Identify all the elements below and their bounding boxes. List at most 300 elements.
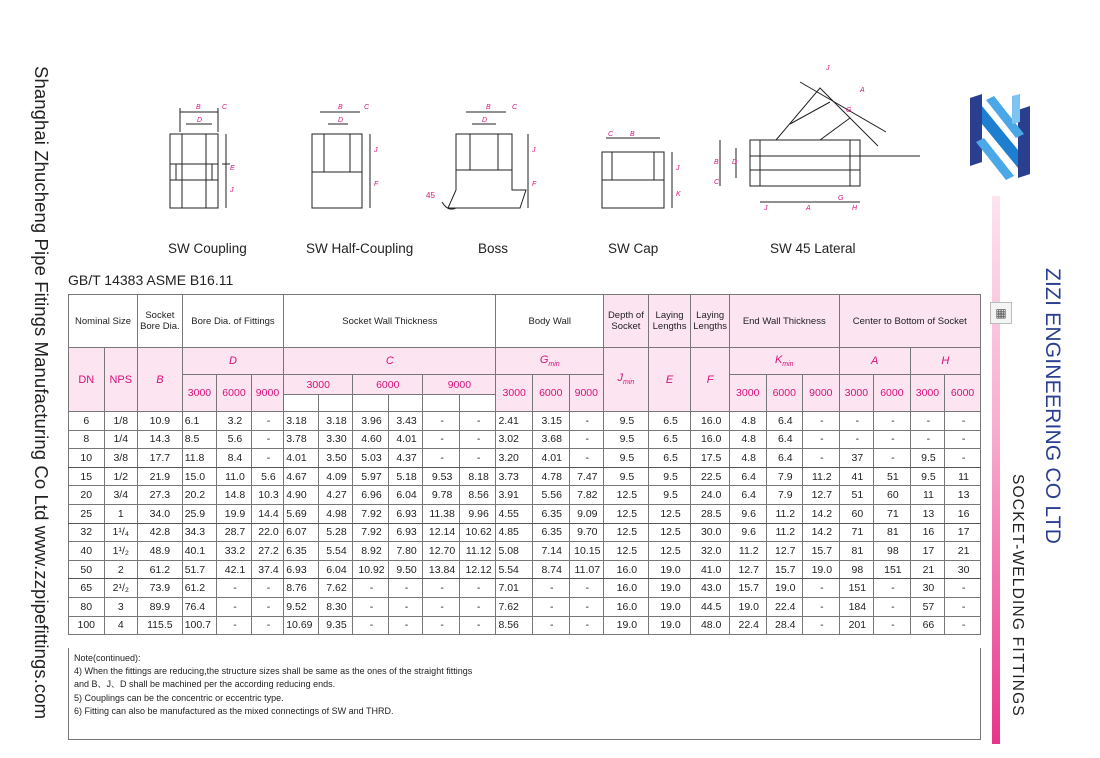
table-cell: 48.0: [691, 616, 730, 635]
caption-sw-lateral: SW 45 Lateral: [770, 241, 856, 256]
table-cell: -: [423, 412, 460, 431]
hdr-a: A: [839, 348, 910, 375]
table-cell: -: [569, 579, 604, 598]
table-cell: -: [251, 579, 283, 598]
table-cell: -: [459, 430, 496, 449]
table-cell: 19.0: [648, 560, 691, 579]
sw-lateral-drawing: [720, 82, 920, 202]
table-cell: 3.43: [388, 412, 423, 431]
svg-text:C: C: [512, 104, 518, 111]
table-cell: 9.09: [569, 504, 604, 523]
hdr-laying-e: Laying Lengths: [648, 295, 691, 348]
table-cell: 9.78: [423, 486, 460, 505]
table-cell: -: [251, 597, 283, 616]
table-cell: -: [251, 616, 283, 635]
table-cell: 12.7: [803, 486, 840, 505]
table-cell: 16.0: [691, 412, 730, 431]
table-cell: -: [569, 616, 604, 635]
hdr-b: B: [138, 348, 183, 412]
table-cell: 12.7: [729, 560, 766, 579]
table-cell: 4.8: [729, 412, 766, 431]
hdr-bore-fittings: Bore Dia. of Fittings: [182, 295, 284, 348]
table-cell: 14.4: [251, 504, 283, 523]
caption-sw-coupling: SW Coupling: [168, 241, 247, 256]
table-cell: 6.1: [182, 412, 217, 431]
table-cell: 51.7: [182, 560, 217, 579]
table-cell: 13: [945, 486, 981, 505]
cell-nps: 2¹/₂: [104, 579, 138, 598]
svg-text:C: C: [714, 179, 720, 186]
table-cell: 9.5: [604, 412, 649, 431]
cell-nps: 1/8: [104, 412, 138, 431]
table-row: [69, 449, 981, 468]
table-cell: 42.8: [138, 523, 183, 542]
table-cell: 15.0: [182, 467, 217, 486]
hdr-dn: DN: [69, 348, 105, 412]
table-cell: -: [217, 579, 252, 598]
table-cell: 10.92: [353, 560, 389, 579]
table-cell: 8.30: [318, 597, 353, 616]
table-cell: 14.2: [803, 504, 840, 523]
table-cell: 21: [910, 560, 945, 579]
hdr-body-wall: Body Wall: [496, 295, 604, 348]
table-cell: 5.08: [496, 542, 533, 561]
table-cell: 7.80: [388, 542, 423, 561]
table-cell: -: [910, 430, 945, 449]
table-cell: 19.0: [648, 579, 691, 598]
cell-dn: 32: [69, 523, 105, 542]
table-cell: -: [874, 579, 911, 598]
table-cell: 22.5: [691, 467, 730, 486]
table-cell: 12.5: [604, 542, 649, 561]
table-cell: 6.04: [318, 560, 353, 579]
table-cell: -: [803, 597, 840, 616]
table-cell: 37: [839, 449, 874, 468]
cell-nps: 1¹/₄: [104, 523, 138, 542]
hdr-depth: Depth of Socket: [604, 295, 649, 348]
cell-nps: 2: [104, 560, 138, 579]
table-cell: -: [532, 597, 569, 616]
table-cell: 4.37: [388, 449, 423, 468]
table-cell: 44.5: [691, 597, 730, 616]
svg-text:B: B: [486, 104, 491, 111]
table-cell: -: [423, 449, 460, 468]
table-cell: 3.78: [284, 430, 319, 449]
dimension-table: Nominal Size Socket Bore Dia. Bore Dia. of Fittings Socket Wall Thickness Body Wall Depth of Socket Laying Lengths Laying Lengths End Wall Thickness Center to Bottom of Socket DN NPS B D C $G_{min}$ $J_{min}$ E F $K_{min}$ A H 3000 6000 9000 3000 6000 9000 3000 6000 9000 3000 6000 9000 3000 6000 3000 6000 6 1/8 10.9 6.1 3.2 - 3.18 3.18 3.96 3.43 - - 2.41 3.15 - 9.5 6.5 16.0 4.8 6.4 - - - - - 8 1/4 14.3 8.5 5.6 - 3.78 3.30 4.60 4.01 - - 3.02 3.68 - 9.5 6.5 16.0 4.8 6.4 - - - - - 10 3/8 17.7 11.8 8.4 - 4.01 3.50 5.03 4.37 - - 3.20 4.01 - 9.5 6.5 17.5 4.8 6.4 - 37 - 9.5 - 15 1/2 21.9 15.0 11.0 5.6 4.67 4.09 5.97 5.18 9.53 8.18 3.73 4.78 7.47 9.5 9.5 22.5 6.4 7.9 11.2 41 51 9.5 11 20 3/4 27.3 20.2 14.8 10.3 4.90 4.27 6.96 6.04 9.78 8.56 3.91 5.56 7.82 12.5 9.5 24.0 6.4 7.9 12.7 51 60 11 13 25 1 34.0 25.9 19.9 14.4 5.69 4.98 7.92 6.93 11.38 9.96 4.55 6.35 9.09 12.5 12.5 28.5 9.6 11.2 14.2 60 71 13 16 32 1¹/₄ 42.8 34.3 28.7 22.0 6.07 5.28 7.92 6.93 12.14 10.62 4.85 6.35 9.70 12.5 12.5 30.0 9.6 11.2 14.2 71 81 16 17 40 1¹/₂ 48.9 40.1 33.2 27.2 6.35 5.54 8.92 7.80 12.70 11.12 5.08 7.14 10.15 12.5 12.5 32.0 11.2 12.7 15.7 81 98 17 21 50 2 61.2 51.7 42.1 37.4 6.93 6.04 10.92 9.50 13.84 12.12 5.54 8.74 11.07 16.0 19.0 41.0 12.7 15.7 19.0 98 151 21 30 65 2¹/₂ 73.9 61.2 - - 8.76 7.62 - - - - 7.01 - - 16.0 19.0 43.0 15.7 19.0 - 151 - 30 - 80 3 89.9 76.4 - - 9.52 8.30 - - - - 7.62 - - 16.0 19.0 44.5 19.0 22.4 - 184 - 57 - 100 4 115.5 100.7 - - 10.69 9.35 - - - - 8.56 - - 19.0 19.0 48.0 22.4 28.4 - 201 - 66 -: [68, 294, 981, 635]
table-cell: 33.2: [217, 542, 252, 561]
table-cell: -: [569, 449, 604, 468]
table-cell: -: [874, 430, 911, 449]
svg-text:D: D: [338, 117, 344, 124]
table-cell: -: [459, 616, 496, 635]
hdr-d: D: [182, 348, 284, 375]
svg-text:J: J: [532, 147, 536, 154]
table-cell: 8.92: [353, 542, 389, 561]
table-cell: 11.38: [423, 504, 460, 523]
table-cell: 13: [910, 504, 945, 523]
cell-nps: 1¹/₂: [104, 542, 138, 561]
hdr-center: Center to Bottom of Socket: [839, 295, 980, 348]
table-cell: 15.7: [803, 542, 840, 561]
table-cell: 5.54: [318, 542, 353, 561]
cell-nps: 1: [104, 504, 138, 523]
table-cell: 3.18: [284, 412, 319, 431]
table-cell: 115.5: [138, 616, 183, 635]
cell-nps: 1/2: [104, 467, 138, 486]
table-cell: 89.9: [138, 597, 183, 616]
table-cell: -: [353, 579, 389, 598]
cell-nps: 4: [104, 616, 138, 635]
svg-text:G: G: [838, 195, 844, 202]
table-cell: 51: [874, 467, 911, 486]
table-cell: 14.3: [138, 430, 183, 449]
table-cell: -: [874, 412, 911, 431]
notes: [68, 648, 981, 740]
table-row: [69, 467, 981, 486]
table-cell: 19.0: [766, 579, 803, 598]
table-cell: 16.0: [604, 560, 649, 579]
table-cell: 4.85: [496, 523, 533, 542]
table-cell: -: [945, 579, 981, 598]
svg-text:H: H: [852, 205, 858, 212]
table-cell: 40.1: [182, 542, 217, 561]
table-cell: 7.9: [766, 467, 803, 486]
table-cell: 11.2: [766, 504, 803, 523]
table-cell: 4.8: [729, 449, 766, 468]
table-cell: 9.5: [910, 449, 945, 468]
table-cell: 41.0: [691, 560, 730, 579]
table-cell: 4.8: [729, 430, 766, 449]
table-cell: 21: [945, 542, 981, 561]
table-cell: 16.0: [604, 579, 649, 598]
side-left-text: Shanghai Zhucheng Pipe Fitings Manufacturing Co Ltd www.zzpipefittings.com: [31, 66, 52, 720]
table-cell: 9.6: [729, 504, 766, 523]
note-line: 4) When the fittings are reducing,the structure sizes shall be same as the ones of the straight fittings: [74, 666, 473, 677]
table-cell: 24.0: [691, 486, 730, 505]
table-row: [69, 486, 981, 505]
table-cell: 16.0: [691, 430, 730, 449]
cell-dn: 15: [69, 467, 105, 486]
table-cell: -: [388, 616, 423, 635]
table-body: [69, 412, 981, 635]
table-cell: 9.5: [604, 430, 649, 449]
table-cell: -: [217, 597, 252, 616]
cell-dn: 8: [69, 430, 105, 449]
table-cell: 6.93: [388, 523, 423, 542]
table-cell: 10.62: [459, 523, 496, 542]
table-cell: 12.5: [604, 486, 649, 505]
svg-text:B: B: [714, 159, 719, 166]
table-cell: 17.5: [691, 449, 730, 468]
table-cell: 10.9: [138, 412, 183, 431]
cell-dn: 65: [69, 579, 105, 598]
table-cell: 30: [945, 560, 981, 579]
table-row: [69, 430, 981, 449]
svg-text:45: 45: [426, 191, 435, 200]
table-cell: -: [945, 449, 981, 468]
table-cell: 11: [945, 467, 981, 486]
svg-text:C: C: [222, 104, 228, 111]
table-cell: 7.9: [766, 486, 803, 505]
table-cell: 30: [910, 579, 945, 598]
table-cell: 9.6: [729, 523, 766, 542]
table-cell: 3.18: [318, 412, 353, 431]
table-cell: 9.52: [284, 597, 319, 616]
table-cell: -: [423, 579, 460, 598]
table-cell: 27.2: [251, 542, 283, 561]
cell-dn: 20: [69, 486, 105, 505]
caption-boss: Boss: [478, 241, 509, 256]
cell-nps: 3/8: [104, 449, 138, 468]
table-cell: -: [423, 616, 460, 635]
table-cell: 15.7: [766, 560, 803, 579]
table-cell: 12.5: [604, 504, 649, 523]
table-cell: 81: [839, 542, 874, 561]
cell-dn: 6: [69, 412, 105, 431]
table-cell: -: [945, 430, 981, 449]
svg-text:J: J: [676, 165, 680, 172]
table-cell: 73.9: [138, 579, 183, 598]
decorative-bar: [992, 196, 1000, 744]
table-cell: 22.4: [766, 597, 803, 616]
table-cell: 76.4: [182, 597, 217, 616]
table-cell: 9.5: [604, 467, 649, 486]
table-cell: 5.97: [353, 467, 389, 486]
company-name: ZIZI ENGINEERING CO LTD: [1041, 268, 1064, 545]
table-cell: -: [839, 430, 874, 449]
table-cell: 41: [839, 467, 874, 486]
table-cell: 201: [839, 616, 874, 635]
hdr-f: F: [691, 348, 730, 412]
hdr-c: C: [284, 348, 496, 375]
table-cell: -: [839, 412, 874, 431]
table-cell: 30.0: [691, 523, 730, 542]
svg-text:D: D: [197, 117, 203, 124]
hdr-e: E: [648, 348, 691, 412]
table-cell: 17.7: [138, 449, 183, 468]
table-row: [69, 412, 981, 431]
table-cell: 9.50: [388, 560, 423, 579]
table-cell: 43.0: [691, 579, 730, 598]
table-cell: 151: [839, 579, 874, 598]
table-cell: 4.55: [496, 504, 533, 523]
table-cell: 6.4: [766, 430, 803, 449]
table-cell: -: [803, 616, 840, 635]
table-cell: 7.62: [496, 597, 533, 616]
cell-nps: 3: [104, 597, 138, 616]
hdr-socket-wall: Socket Wall Thickness: [284, 295, 496, 348]
table-cell: 6.93: [388, 504, 423, 523]
table-cell: 11.2: [766, 523, 803, 542]
cell-dn: 40: [69, 542, 105, 561]
table-cell: 71: [839, 523, 874, 542]
table-cell: 9.35: [318, 616, 353, 635]
table-cell: -: [459, 579, 496, 598]
table-cell: 7.14: [532, 542, 569, 561]
table-cell: 6.04: [388, 486, 423, 505]
table-cell: 17: [945, 523, 981, 542]
table-cell: 21.9: [138, 467, 183, 486]
hdr-nominal: Nominal Size: [69, 295, 138, 348]
svg-text:B: B: [338, 104, 343, 111]
table-cell: -: [353, 616, 389, 635]
cell-dn: 80: [69, 597, 105, 616]
table-cell: 12.7: [766, 542, 803, 561]
table-cell: 6.93: [284, 560, 319, 579]
caption-sw-half-coupling: SW Half-Coupling: [306, 241, 414, 256]
table-cell: 5.18: [388, 467, 423, 486]
side-left-company: [32, 66, 56, 736]
table-cell: 151: [874, 560, 911, 579]
hdr-h: H: [910, 348, 980, 375]
svg-text:J: J: [230, 187, 234, 194]
table-cell: 3.30: [318, 430, 353, 449]
table-cell: 11.0: [217, 467, 252, 486]
table-cell: 3.50: [318, 449, 353, 468]
table-cell: 11.2: [803, 467, 840, 486]
table-cell: -: [423, 430, 460, 449]
svg-text:B: B: [196, 104, 201, 111]
table-cell: 5.28: [318, 523, 353, 542]
table-cell: -: [569, 412, 604, 431]
table-cell: 100.7: [182, 616, 217, 635]
table-cell: 2.41: [496, 412, 533, 431]
table-cell: 6.07: [284, 523, 319, 542]
table-cell: -: [532, 579, 569, 598]
table-cell: 12.5: [648, 542, 691, 561]
table-cell: 5.54: [496, 560, 533, 579]
table-cell: 8.76: [284, 579, 319, 598]
table-cell: -: [459, 449, 496, 468]
table-row: [69, 542, 981, 561]
table-cell: 7.92: [353, 504, 389, 523]
table-cell: 22.4: [729, 616, 766, 635]
table-cell: -: [532, 616, 569, 635]
table-cell: -: [459, 412, 496, 431]
table-cell: -: [945, 616, 981, 635]
cell-dn: 50: [69, 560, 105, 579]
hdr-laying-f: Laying Lengths: [691, 295, 730, 348]
svg-text:D: D: [732, 159, 738, 166]
hdr-end-wall: End Wall Thickness: [729, 295, 839, 348]
table-cell: 12.5: [648, 523, 691, 542]
table-cell: 4.78: [532, 467, 569, 486]
table-cell: -: [945, 597, 981, 616]
grid-icon[interactable]: ▦: [990, 302, 1012, 324]
cell-nps: 1/4: [104, 430, 138, 449]
table-cell: 6.4: [766, 412, 803, 431]
table-cell: -: [803, 449, 840, 468]
table-cell: 184: [839, 597, 874, 616]
table-cell: 13.84: [423, 560, 460, 579]
table-cell: 61.2: [182, 579, 217, 598]
table-cell: 34.3: [182, 523, 217, 542]
table-cell: 7.47: [569, 467, 604, 486]
table-cell: -: [874, 616, 911, 635]
table-cell: 3.73: [496, 467, 533, 486]
hdr-k: $K_{min}$: [729, 348, 839, 375]
svg-text:B: B: [630, 131, 635, 138]
table-cell: -: [874, 597, 911, 616]
note-line: 6) Fitting can also be manufactured as the mixed connectings of SW and THRD.: [74, 705, 394, 716]
table-cell: 9.5: [604, 449, 649, 468]
table-cell: 12.5: [604, 523, 649, 542]
table-cell: 37.4: [251, 560, 283, 579]
table-cell: 7.01: [496, 579, 533, 598]
svg-text:J: J: [374, 147, 378, 154]
svg-text:J: J: [764, 205, 768, 212]
svg-text:F: F: [374, 181, 379, 188]
table-cell: 27.3: [138, 486, 183, 505]
table-cell: 12.5: [648, 504, 691, 523]
table-cell: 4.90: [284, 486, 319, 505]
table-cell: 8.4: [217, 449, 252, 468]
table-cell: 22.0: [251, 523, 283, 542]
table-cell: 60: [839, 504, 874, 523]
table-cell: 5.69: [284, 504, 319, 523]
table-cell: 10.69: [284, 616, 319, 635]
table-cell: 42.1: [217, 560, 252, 579]
svg-text:C: C: [364, 104, 370, 111]
svg-text:A: A: [806, 205, 811, 212]
table-cell: 4.67: [284, 467, 319, 486]
note-line: 5) Couplings can be the concentric or eccentric type.: [74, 692, 284, 703]
table-cell: 9.5: [648, 486, 691, 505]
table-cell: 16: [910, 523, 945, 542]
table-cell: -: [217, 616, 252, 635]
table-cell: 3.20: [496, 449, 533, 468]
table-cell: 3.02: [496, 430, 533, 449]
table-cell: 19.0: [729, 597, 766, 616]
table-cell: 11.2: [729, 542, 766, 561]
table-cell: -: [388, 579, 423, 598]
table-cell: 3.15: [532, 412, 569, 431]
table-cell: -: [251, 412, 283, 431]
table-cell: -: [251, 430, 283, 449]
table-cell: 98: [839, 560, 874, 579]
table-cell: 8.74: [532, 560, 569, 579]
table-cell: -: [803, 579, 840, 598]
table-cell: 14.8: [217, 486, 252, 505]
table-cell: 3.68: [532, 430, 569, 449]
table-cell: 9.96: [459, 504, 496, 523]
svg-text:J: J: [826, 65, 830, 72]
table-cell: 4.60: [353, 430, 389, 449]
table-cell: 48.9: [138, 542, 183, 561]
table-cell: 61.2: [138, 560, 183, 579]
product-subtitle: SOCKET-WELDING FITTINGS: [1009, 474, 1026, 717]
svg-text:E: E: [230, 165, 235, 172]
table-cell: 3.91: [496, 486, 533, 505]
table-cell: 16.0: [604, 597, 649, 616]
table-cell: 60: [874, 486, 911, 505]
table-cell: 12.70: [423, 542, 460, 561]
svg-text:K: K: [676, 191, 681, 198]
table-cell: 6.35: [284, 542, 319, 561]
table-cell: 9.5: [648, 467, 691, 486]
table-cell: 6.4: [766, 449, 803, 468]
table-cell: 19.0: [648, 616, 691, 635]
table-cell: 6.5: [648, 412, 691, 431]
table-cell: 4.01: [532, 449, 569, 468]
table-cell: 6.5: [648, 430, 691, 449]
table-row: [69, 579, 981, 598]
boss-drawing: [442, 112, 528, 209]
table-cell: 10.15: [569, 542, 604, 561]
table-cell: 5.6: [251, 467, 283, 486]
table-cell: 8.5: [182, 430, 217, 449]
table-cell: 6.4: [729, 467, 766, 486]
